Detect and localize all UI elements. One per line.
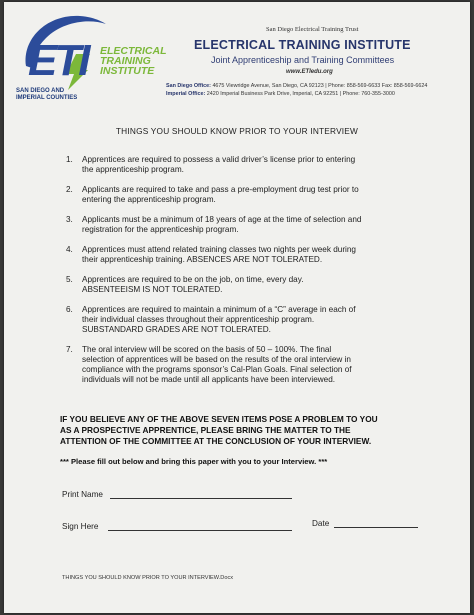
document-footer: THINGS YOU SHOULD KNOW PRIOR TO YOUR INTERVIEW.Docx [62,575,234,581]
document-page [4,2,470,613]
list-item: 5. Apprentices are required to be on the job, on time, every day. ABSENTEEISM IS NOT TOLERATED. [66,275,304,294]
institute-name: ELECTRICAL TRAINING INSTITUTE [194,38,411,52]
sign-here-label: Sign Here [62,522,99,531]
list-item: 7. The oral interview will be scored on the basis of 50 – 100%. The final selection of apprentices will be based on the results of the oral interview in compliance with the programs sponsor’s Cal-Plan Goals. Final selection of individuals will not be made until all applicants have been interviewed. [66,345,352,384]
date-field[interactable] [334,527,418,528]
list-item: 1. Apprentices are required to possess a valid driver’s license prior to entering the apprenticeship program. [66,155,356,174]
date-label: Date [312,519,330,528]
document-title: THINGS YOU SHOULD KNOW PRIOR TO YOUR INTERVIEW [115,126,359,136]
list-item: 2. Applicants are required to take and pass a pre-employment drug test prior to entering the apprenticeship program. [66,185,359,204]
print-name-field[interactable] [110,498,292,499]
committee-notice: IF YOU BELIEVE ANY OF THE ABOVE SEVEN ITEMS POSE A PROBLEM TO YOU AS A PROSPECTIVE APPRENTICE, PLEASE BRING THE MATTER TO THE ATTENTION OF THE COMMITTEE AT THE CONCLUSION OF YOUR INTERVIEW. [60,414,378,446]
fill-instruction: *** Please fill out below and bring this paper with you to your Interview. *** [60,457,328,466]
imperial-office: Imperial Office: 2420 Imperial Business Park Drive, Imperial, CA 92251 | Phone: 760-355-3000 [166,91,395,97]
requirements-list [66,155,422,385]
logo-letters: ETI [28,36,88,85]
logo-name: ELECTRICAL TRAINING INSTITUTE [100,45,167,77]
san-diego-office: San Diego Office: 4675 Viewridge Avenue, San Diego, CA 92123 | Phone: 858-569-6633 Fax: 858-569-6624 [166,83,428,89]
signature-field[interactable] [108,530,292,531]
list-item: 4. Apprentices must attend related training classes two nights per week during their apprenticeship training. ABSENCES ARE NOT TOLERATED. [66,245,356,264]
trust-name: San Diego Electrical Training Trust [266,26,359,33]
logo-region: SAN DIEGO AND IMPERIAL COUNTIES [16,88,78,101]
website-link[interactable]: www.ETIedu.org [286,69,333,75]
eti-logo [10,10,180,110]
institute-subtitle: Joint Apprenticeship and Training Committees [211,55,395,65]
list-item: 3. Applicants must be a minimum of 18 years of age at the time of selection and registration for the apprenticeship program. [66,215,362,234]
print-name-label: Print Name [62,490,103,499]
list-item: 6. Apprentices are required to maintain a minimum of a “C” average in each of their individual classes throughout their apprenticeship program. SUBSTANDARD GRADES ARE NOT TOLERATED. [66,305,356,334]
